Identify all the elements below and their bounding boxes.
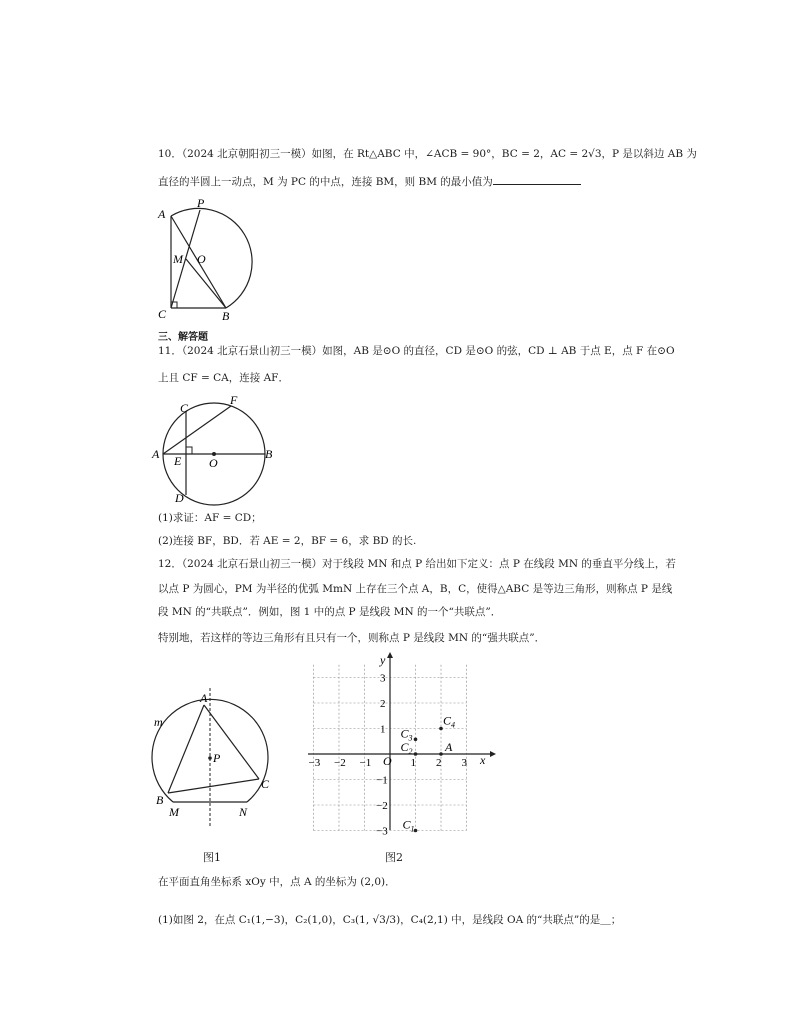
label-o: O — [197, 252, 206, 266]
label-p: P — [213, 751, 221, 765]
label-p: P — [197, 196, 205, 210]
q12-line4: 特别地，若这样的等边三角形有且只有一个，则称点 P 是线段 MN 的“强共联点”． — [158, 632, 546, 644]
q12-figure2 — [300, 652, 500, 837]
label-c: C — [180, 401, 189, 415]
label-a: A — [158, 207, 166, 221]
point-p-dot — [208, 756, 212, 760]
x-axis-label: x — [480, 753, 486, 767]
label-m: M — [169, 805, 179, 819]
x-tick-label: 1 — [410, 757, 416, 769]
label-o: O — [209, 456, 218, 470]
label-c: C — [158, 307, 167, 321]
label-f: F — [230, 393, 238, 407]
right-angle-mark — [186, 447, 192, 454]
y-axis-label: y — [380, 653, 386, 667]
point-c3 — [414, 737, 418, 741]
label-n: N — [239, 805, 248, 819]
q12-after1: 在平面直角坐标系 xOy 中，点 A 的坐标为 (2,0)． — [158, 876, 396, 888]
q12-part1: (1)如图 2，在点 C₁(1,−3)，C₂(1,0)，C₃(1, √3/3)，C₄(2,1) 中，是线段 OA 的“共联点”的是＿； — [158, 914, 622, 926]
q11-line2: 上且 CF = CA，连接 AF． — [158, 372, 289, 384]
q11-part2: (2)连接 BF，BD．若 AE = 2，BF = 6，求 BD 的长. — [158, 535, 417, 547]
y-axis-arrow — [387, 652, 393, 658]
point-c2 — [414, 752, 418, 756]
label-a: A — [445, 740, 453, 754]
x-tick-label: −2 — [334, 757, 346, 769]
chord-af — [163, 406, 231, 454]
label-m: M — [173, 252, 183, 266]
q11-part1: (1)求证：AF = CD； — [158, 512, 262, 524]
label-b: B — [222, 309, 230, 323]
label-m-arc: m — [154, 715, 163, 729]
x-tick-label: −1 — [359, 757, 372, 769]
x-tick-label: −3 — [308, 757, 321, 769]
section-title: 三、解答题 — [158, 332, 208, 343]
q11-figure — [150, 394, 280, 506]
y-tick-label: 3 — [380, 672, 386, 685]
q12-line2: 以点 P 为圆心，PM 为半径的优弧 MmN 上存在三个点 A，B，C，使得△ABC 是等边三角形，则称点 P 是线 — [158, 583, 673, 595]
y-tick-label: −2 — [376, 800, 388, 812]
figure2-caption: 图2 — [385, 851, 403, 864]
q12-line1: 12．（2024 北京石景山初三一模）对于线段 MN 和点 P 给出如下定义：点 P 在线段 MN 的垂直平分线上，若 — [158, 558, 676, 570]
label-b: B — [265, 447, 273, 461]
label-c3: $C_3$ — [400, 726, 413, 743]
label-a: A — [152, 447, 160, 461]
label-b: B — [156, 793, 164, 807]
figure1-caption: 图1 — [203, 851, 221, 864]
x-axis-arrow — [490, 751, 496, 757]
q12-figure1 — [150, 688, 280, 830]
y-tick-label: −3 — [376, 825, 388, 838]
q11-line1: 11．（2024 北京石景山初三一模）如图，AB 是⊙O 的直径，CD 是⊙O 的弦，CD ⊥ AB 于点 E，点 F 在⊙O — [158, 345, 675, 357]
origin-label: O — [383, 754, 392, 768]
label-e: E — [174, 454, 182, 468]
label-a: A — [200, 691, 208, 705]
x-tick-label: 3 — [461, 757, 467, 769]
label-d: D — [175, 491, 184, 505]
y-tick-label: 2 — [380, 698, 386, 710]
y-tick-label: −1 — [376, 774, 388, 787]
q10-figure — [150, 196, 260, 323]
label-c1: $C_1$ — [402, 817, 415, 834]
answer-blank[interactable] — [493, 174, 581, 185]
label-c4: $C_4$ — [443, 713, 456, 730]
q12-line3: 段 MN 的“共联点”．例如，图 1 中的点 P 是线段 MN 的一个“共联点”． — [158, 606, 502, 618]
q10-line2: 直径的半圆上一动点，M 为 PC 的中点，连接 BM，则 BM 的最小值为 — [158, 174, 581, 189]
label-c: C — [261, 777, 270, 791]
q10-line1: 10．（2024 北京朝阳初三一模）如图，在 Rt△ABC 中，∠ACB = 90°，BC = 2，AC = 2√3，P 是以斜边 AB 为 — [158, 148, 697, 160]
triangle-side-ab — [168, 705, 204, 793]
label-c2: $C_2$ — [400, 740, 413, 756]
semicircle-arc — [171, 208, 252, 308]
x-tick-label: 2 — [436, 757, 442, 769]
point-a — [439, 752, 443, 756]
y-tick-label: 1 — [380, 723, 386, 736]
segment-bm — [186, 259, 226, 308]
triangle-side-bc — [168, 779, 259, 793]
